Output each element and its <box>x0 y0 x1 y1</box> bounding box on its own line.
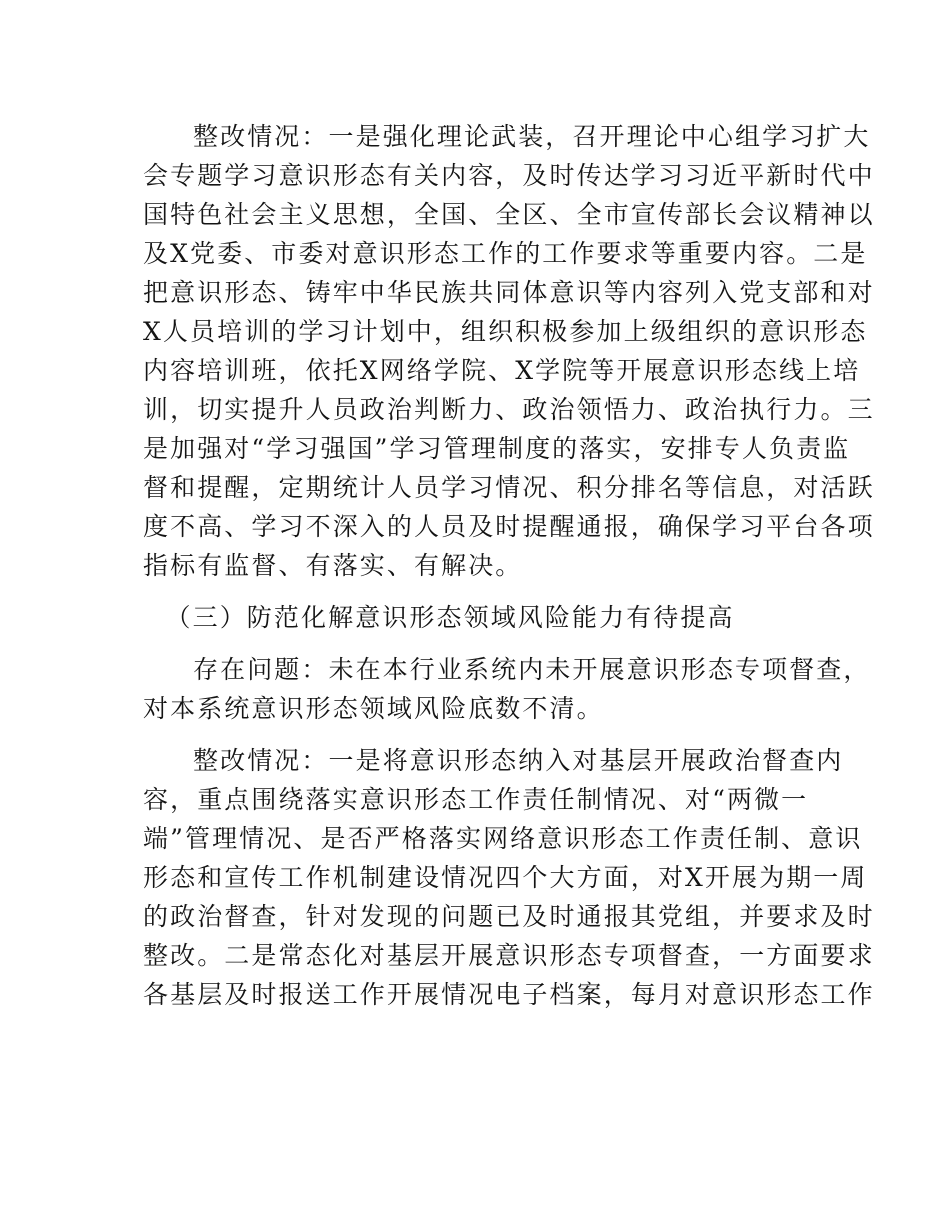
text-line: 对本系统意识形态领域风险底数不清。 <box>143 694 604 723</box>
text-line: 把意识形态、铸牢中华民族共同体意识等内容列入党支部和对 <box>143 278 875 307</box>
section-heading: （三）防范化解意识形态领域风险能力有待提高 <box>165 603 735 632</box>
paragraph-gap <box>143 637 813 650</box>
problem-paragraph <box>143 650 871 728</box>
rectification-paragraph-2 <box>143 741 875 1014</box>
text-line: 整改情况：一是强化理论武装，召开理论中心组学习扩大 <box>193 122 871 151</box>
text-line: 训，切实提升人员政治判断力、政治领悟力、政治执行力。三 <box>143 395 875 424</box>
text-line: 内容培训班，依托X网络学院、X学院等开展意识形态线上培 <box>143 356 861 385</box>
text-line: 国特色社会主义思想，全国、全区、全市宣传部长会议精神以 <box>143 200 875 229</box>
document-page <box>143 117 875 1014</box>
text-line: 督和提醒，定期统计人员学习情况、积分排名等信息，对活跃 <box>143 473 875 502</box>
rectification-paragraph-1 <box>143 117 875 585</box>
text-line: 形态和宣传工作机制建设情况四个大方面，对X开展为期一周 <box>143 863 868 892</box>
text-line: 的政治督查，针对发现的问题已及时通报其党组，并要求及时 <box>143 902 875 931</box>
text-line: 端”管理情况、是否严格落实网络意识形态工作责任制、意识 <box>143 824 863 853</box>
paragraph-gap <box>143 585 813 598</box>
text-line: X人员培训的学习计划中，组织积极参加上级组织的意识形态 <box>143 317 868 346</box>
text-line: 整改情况：一是将意识形态纳入对基层开展政治督查内 <box>193 746 844 775</box>
text-line: 指标有监督、有落实、有解决。 <box>143 551 523 580</box>
text-line: 会专题学习意识形态有关内容，及时传达学习习近平新时代中 <box>143 161 875 190</box>
text-line: 及X党委、市委对意识形态工作的工作要求等重要内容。二是 <box>143 239 868 268</box>
text-line: 是加强对“学习强国”学习管理制度的落实，安排专人负责监 <box>143 434 851 463</box>
text-line: 存在问题：未在本行业系统内未开展意识形态专项督查， <box>193 655 871 684</box>
text-line: 容，重点围绕落实意识形态工作责任制情况、对“两微一 <box>143 785 809 814</box>
text-line: 各基层及时报送工作开展情况电子档案，每月对意识形态工作 <box>143 980 875 1009</box>
paragraph-gap <box>143 728 813 741</box>
text-line: 整改。二是常态化对基层开展意识形态专项督查，一方面要求 <box>143 941 875 970</box>
text-line: 度不高、学习不深入的人员及时提醒通报，确保学习平台各项 <box>143 512 875 541</box>
